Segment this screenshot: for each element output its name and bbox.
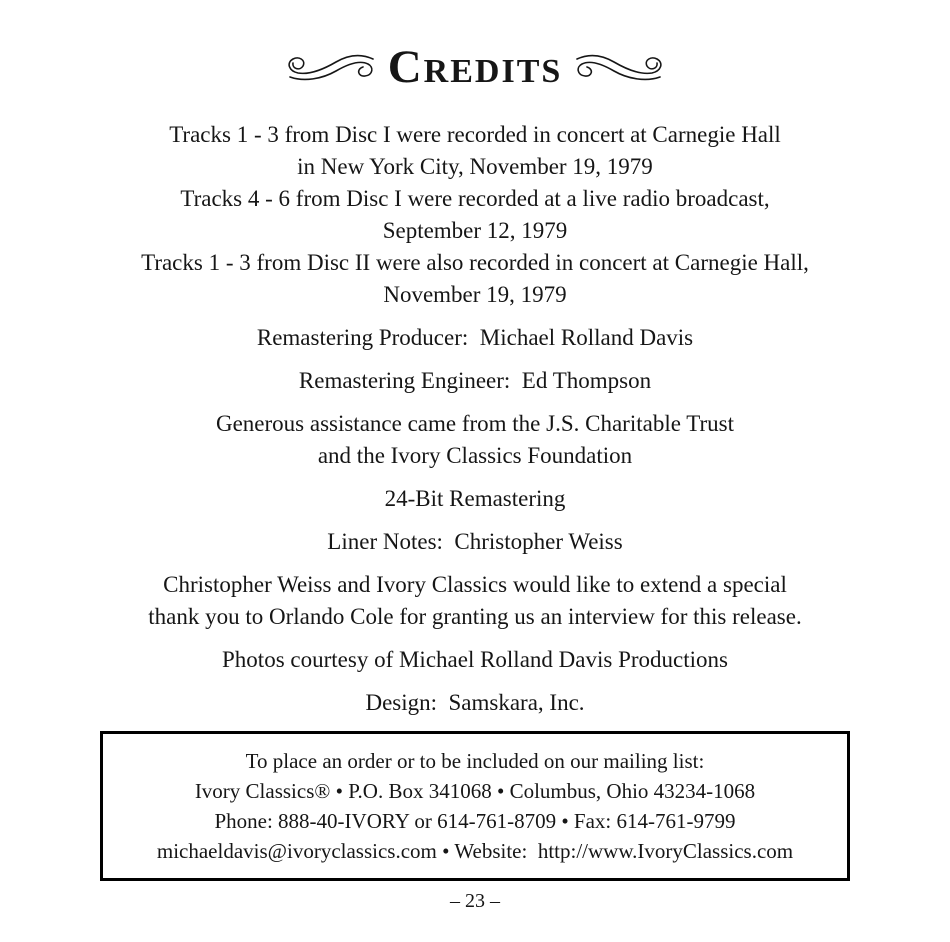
remastering-bit-paragraph <box>0 483 950 515</box>
credits-body <box>0 91 950 719</box>
assistance-paragraph <box>0 408 950 472</box>
credits-line: Design: Samskara, Inc. <box>365 690 585 715</box>
interview-thanks-paragraph <box>0 569 950 633</box>
credits-line: September 12, 1979 <box>382 218 568 243</box>
credits-line: Remastering Engineer: Ed Thompson <box>298 368 652 393</box>
page-title <box>387 41 563 93</box>
credits-line: in New York City, November 19, 1979 <box>297 154 653 179</box>
order-info-box <box>100 731 850 881</box>
order-box-line: michaeldavis@ivoryclassics.com • Website: http://www.IvoryClassics.com <box>156 839 794 863</box>
credits-line: Christopher Weiss and Ivory Classics would like to extend a special <box>163 572 787 597</box>
page-title-rest: REDITS <box>423 53 563 90</box>
page-footer <box>0 887 950 915</box>
page-title-initial: C <box>387 41 424 93</box>
liner-notes-paragraph <box>0 526 950 558</box>
order-box-line: To place an order or to be included on our mailing list: <box>245 749 705 773</box>
page-number: – 23 – <box>450 890 500 912</box>
credits-line: Generous assistance came from the J.S. Charitable Trust <box>215 411 735 436</box>
remastering-engineer-paragraph <box>0 365 950 397</box>
flourish-left-icon <box>284 51 376 85</box>
order-box-line: Phone: 888-40-IVORY or 614-761-8709 • Fax: 614-761-9799 <box>214 809 736 833</box>
credits-line: and the Ivory Classics Foundation <box>317 443 633 468</box>
credits-line: Remastering Producer: Michael Rolland Davis <box>256 325 694 350</box>
credits-line: Tracks 4 - 6 from Disc I were recorded at a live radio broadcast, <box>180 186 770 211</box>
design-paragraph <box>0 687 950 719</box>
photos-paragraph <box>0 644 950 676</box>
credits-line: Tracks 1 - 3 from Disc II were also recorded in concert at Carnegie Hall, <box>141 250 809 275</box>
credits-line: Liner Notes: Christopher Weiss <box>327 529 623 554</box>
remastering-producer-paragraph <box>0 322 950 354</box>
page-header <box>0 0 950 91</box>
credits-line: thank you to Orlando Cole for granting us an interview for this release. <box>148 604 802 629</box>
flourish-right-icon <box>574 51 666 85</box>
credits-line: Tracks 1 - 3 from Disc I were recorded in concert at Carnegie Hall <box>169 122 781 147</box>
credits-line: Photos courtesy of Michael Rolland Davis Productions <box>222 647 728 672</box>
recording-info-paragraph <box>0 119 950 311</box>
order-box-line: Ivory Classics® • P.O. Box 341068 • Columbus, Ohio 43234-1068 <box>194 779 756 803</box>
credits-line: 24-Bit Remastering <box>384 486 566 511</box>
credits-line: November 19, 1979 <box>383 282 567 307</box>
